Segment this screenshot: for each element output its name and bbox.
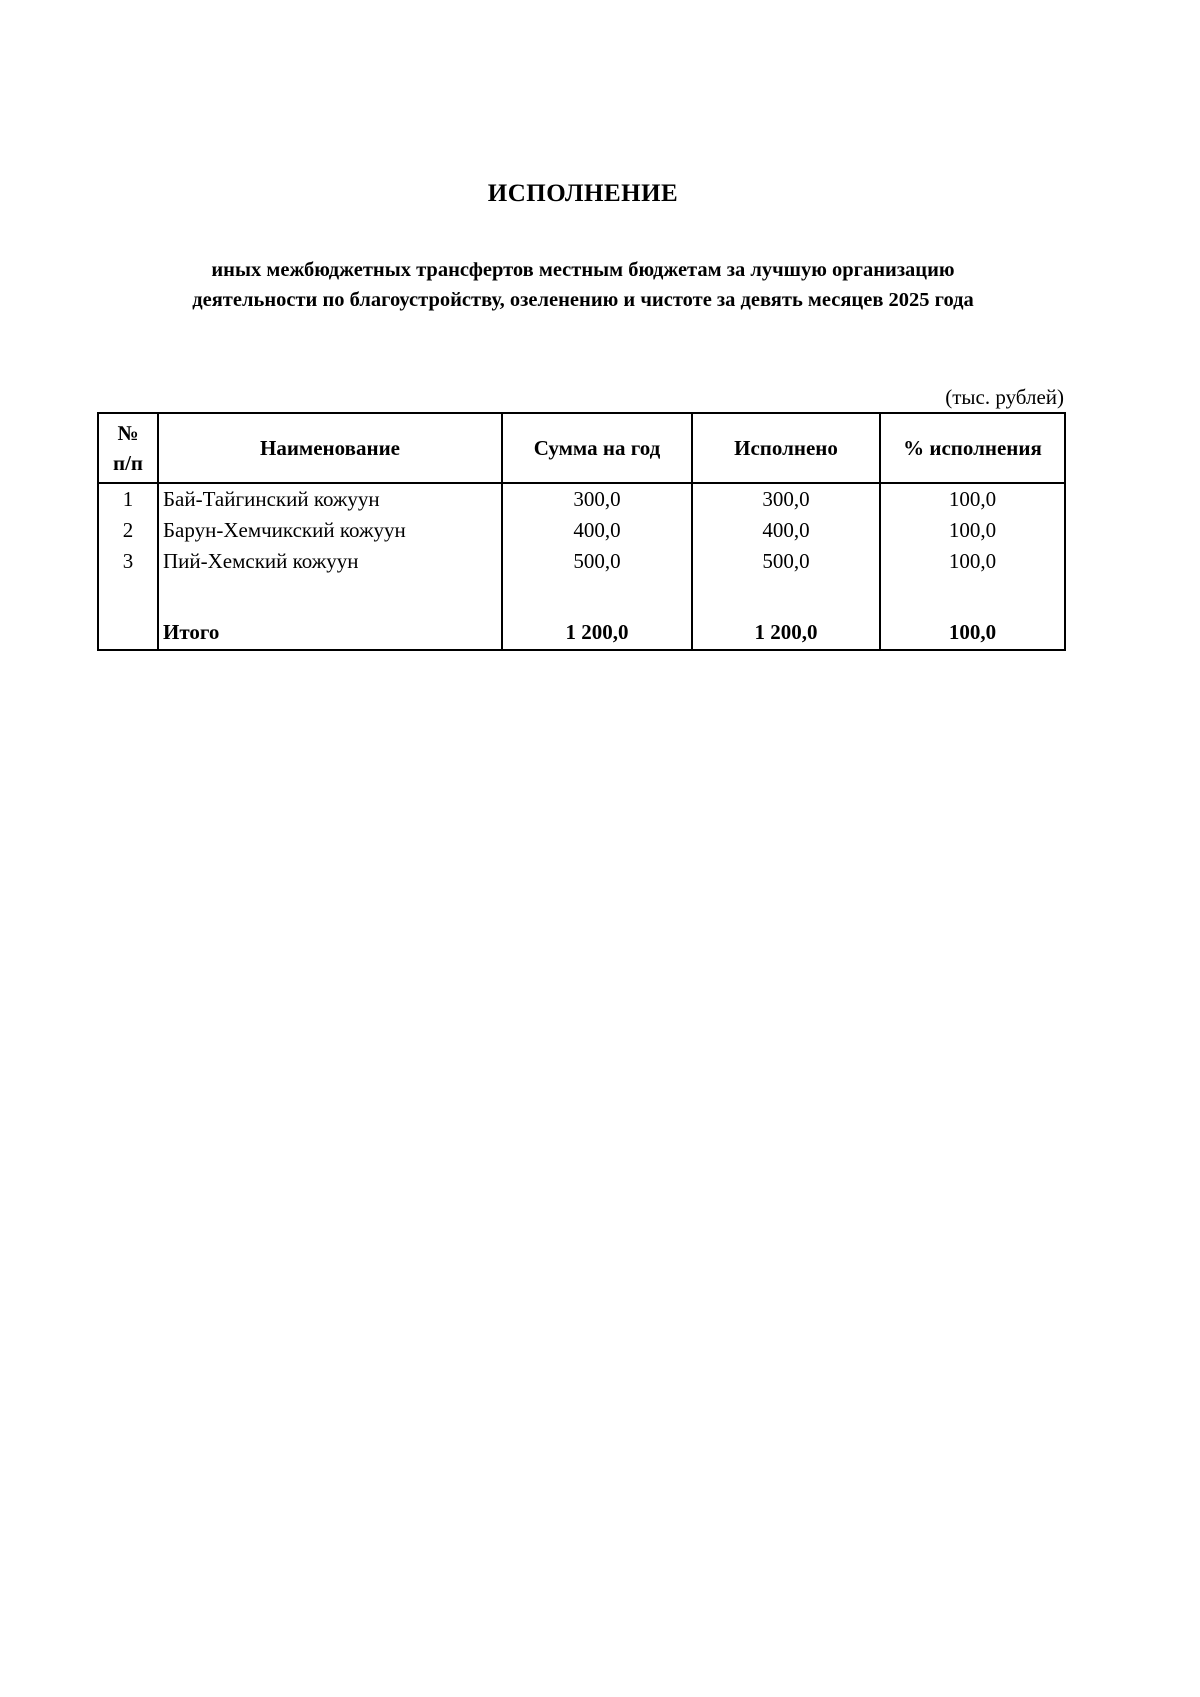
units-note: (тыс. рублей) [945,385,1064,409]
row-sum: 500,0 [502,546,692,577]
header-pct: % исполнения [880,413,1065,483]
table-row [98,515,1065,546]
total-pct: 100,0 [880,609,1065,650]
execution-table [97,412,1066,651]
row-pct: 100,0 [880,546,1065,577]
header-done: Исполнено [692,413,880,483]
total-sum: 1 200,0 [502,609,692,650]
row-done: 300,0 [692,483,880,515]
subtitle-line-1: иных межбюджетных трансфертов местным бюджетам за лучшую организацию [211,259,955,281]
spacer-cell [98,577,158,609]
row-num: 3 [98,546,158,577]
row-name: Бай-Тайгинский кожуун [158,483,502,515]
table-total-row [98,609,1065,650]
document-title: ИСПОЛНЕНИЕ [487,180,679,207]
row-done: 400,0 [692,515,880,546]
subtitle-line-2: деятельности по благоустройству, озеленению и чистоте за девять месяцев 2025 года [192,289,974,311]
row-pct: 100,0 [880,483,1065,515]
execution-table-container [97,412,1064,651]
row-sum: 400,0 [502,515,692,546]
spacer-cell [502,577,692,609]
total-done: 1 200,0 [692,609,880,650]
total-num [98,609,158,650]
header-num-label: п/п [112,451,144,475]
table-row [98,483,1065,515]
spacer-cell [692,577,880,609]
table-row [98,546,1065,577]
header-sum: Сумма на год [502,413,692,483]
row-num: 2 [98,515,158,546]
table-header-row [98,413,1065,483]
header-num-symbol: № [117,421,139,445]
row-name: Пий-Хемский кожуун [158,546,502,577]
total-name: Итого [158,609,502,650]
row-pct: 100,0 [880,515,1065,546]
spacer-cell [880,577,1065,609]
row-sum: 300,0 [502,483,692,515]
row-name: Барун-Хемчикский кожуун [158,515,502,546]
spacer-cell [158,577,502,609]
header-name: Наименование [158,413,502,483]
row-num: 1 [98,483,158,515]
table-spacer-row [98,577,1065,609]
header-num [98,413,158,483]
document-subtitle [100,255,1066,315]
row-done: 500,0 [692,546,880,577]
